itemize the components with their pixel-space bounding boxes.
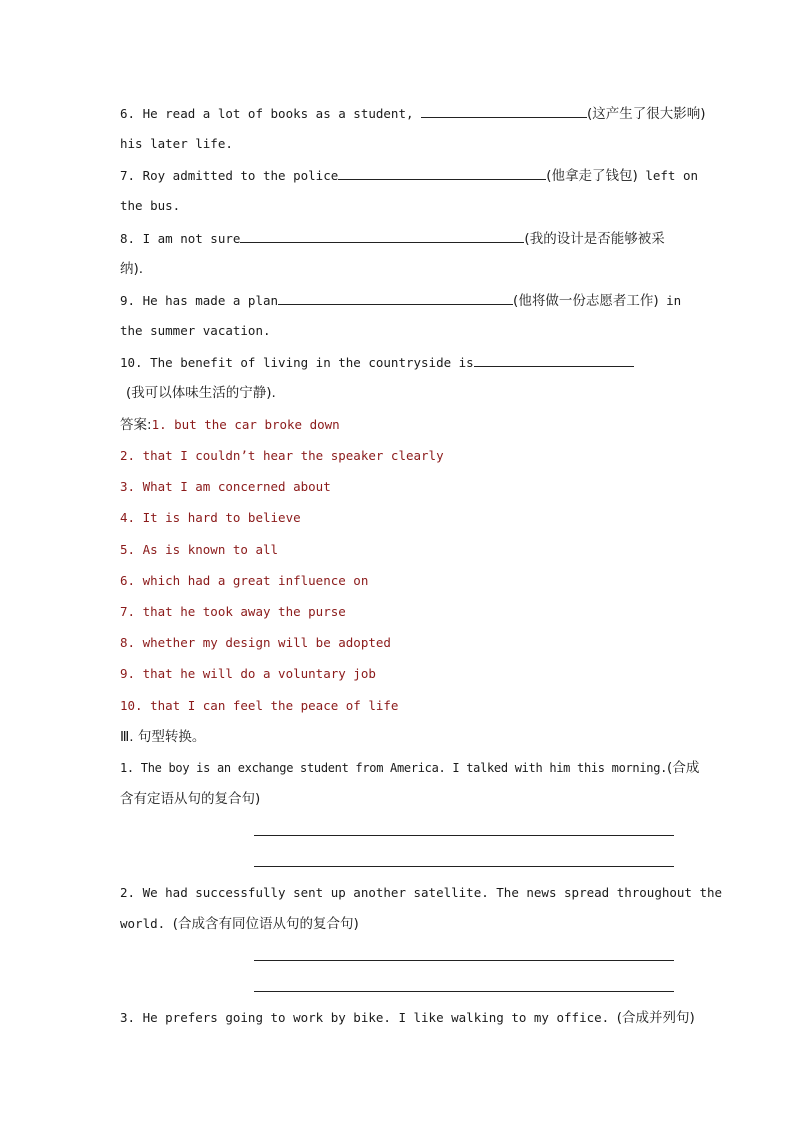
question-8-line-2: 纳).	[120, 261, 144, 277]
question-7-line-2: the bus.	[120, 198, 181, 213]
question-8-line-1	[120, 230, 675, 247]
sentence-1-line-1	[120, 760, 700, 776]
answer-item: 5. As is known to all	[120, 542, 279, 557]
question-9-line-1	[120, 292, 682, 309]
question-9-line-2: the summer vacation.	[120, 323, 271, 338]
question-7-blank[interactable]	[338, 167, 546, 180]
answer-item: 4. It is hard to believe	[120, 510, 301, 525]
question-9-text: 9. He has made a plan	[120, 293, 279, 308]
question-7-tail: left on	[637, 168, 699, 183]
question-7-line-1	[120, 167, 699, 184]
question-6-line-2: his later life.	[120, 136, 233, 151]
answer-row-1	[120, 417, 675, 433]
question-7-hint: (他拿走了钱包)	[546, 168, 638, 184]
question-8-text: 8. I am not sure	[120, 231, 241, 246]
sentence-1-text: 1. The boy is an exchange student from America. I talked with him this morning.	[120, 761, 668, 775]
question-6-blank[interactable]	[421, 105, 587, 118]
sentence-2-answer-line-2[interactable]	[254, 991, 674, 992]
question-7-text: 7. Roy admitted to the police	[120, 168, 339, 183]
question-6-text: 6. He read a lot of books as a student,	[120, 106, 422, 121]
sentence-2-answer-line-1[interactable]	[254, 960, 674, 961]
question-10-blank[interactable]	[474, 354, 634, 367]
sentence-3-hint: (合成并列句)	[616, 1010, 695, 1026]
question-10-text: 10. The benefit of living in the countryside is	[120, 355, 474, 370]
answer-label: 答案:	[120, 417, 152, 433]
answer-item: 1. but the car broke down	[151, 417, 340, 432]
sentence-2-line-1: 2. We had successfully sent up another satellite. The news spread throughout the	[120, 885, 723, 900]
answer-item: 8. whether my design will be adopted	[120, 635, 391, 650]
answer-item: 6. which had a great influence on	[120, 573, 369, 588]
question-6-line-1	[120, 105, 706, 122]
sentence-2-text-end: world.	[120, 916, 166, 931]
section-3-title: Ⅲ. 句型转换。	[120, 729, 206, 745]
answer-item: 9. that he will do a voluntary job	[120, 666, 376, 681]
question-9-blank[interactable]	[278, 292, 513, 305]
sentence-3-text: 3. He prefers going to work by bike. I like walking to my office.	[120, 1010, 610, 1025]
question-10-hint: (我可以体味生活的宁静).	[126, 385, 276, 401]
sentence-3-line-1	[120, 1010, 695, 1026]
sentence-2-line-2	[120, 916, 675, 932]
answer-item: 2. that I couldn’t hear the speaker clearly	[120, 448, 444, 463]
answer-item: 7. that he took away the purse	[120, 604, 346, 619]
answer-item: 3. What I am concerned about	[120, 479, 331, 494]
question-10-line-1	[120, 354, 675, 371]
answer-item: 10. that I can feel the peace of life	[120, 698, 399, 713]
sentence-1-hint-end: 含有定语从句的复合句)	[120, 791, 261, 807]
sentence-1-hint-start: (合成	[667, 760, 700, 776]
question-9-hint: (他将做一份志愿者工作)	[513, 293, 659, 309]
question-8-blank[interactable]	[240, 230, 524, 243]
question-8-hint: (我的设计是否能够被采	[524, 231, 665, 247]
sentence-2-hint: (合成含有同位语从句的复合句)	[172, 916, 359, 932]
sentence-1-answer-line-1[interactable]	[254, 835, 674, 836]
question-6-hint: (这产生了很大影响)	[587, 106, 706, 122]
question-9-tail: in	[658, 293, 682, 308]
sentence-1-answer-line-2[interactable]	[254, 866, 674, 867]
